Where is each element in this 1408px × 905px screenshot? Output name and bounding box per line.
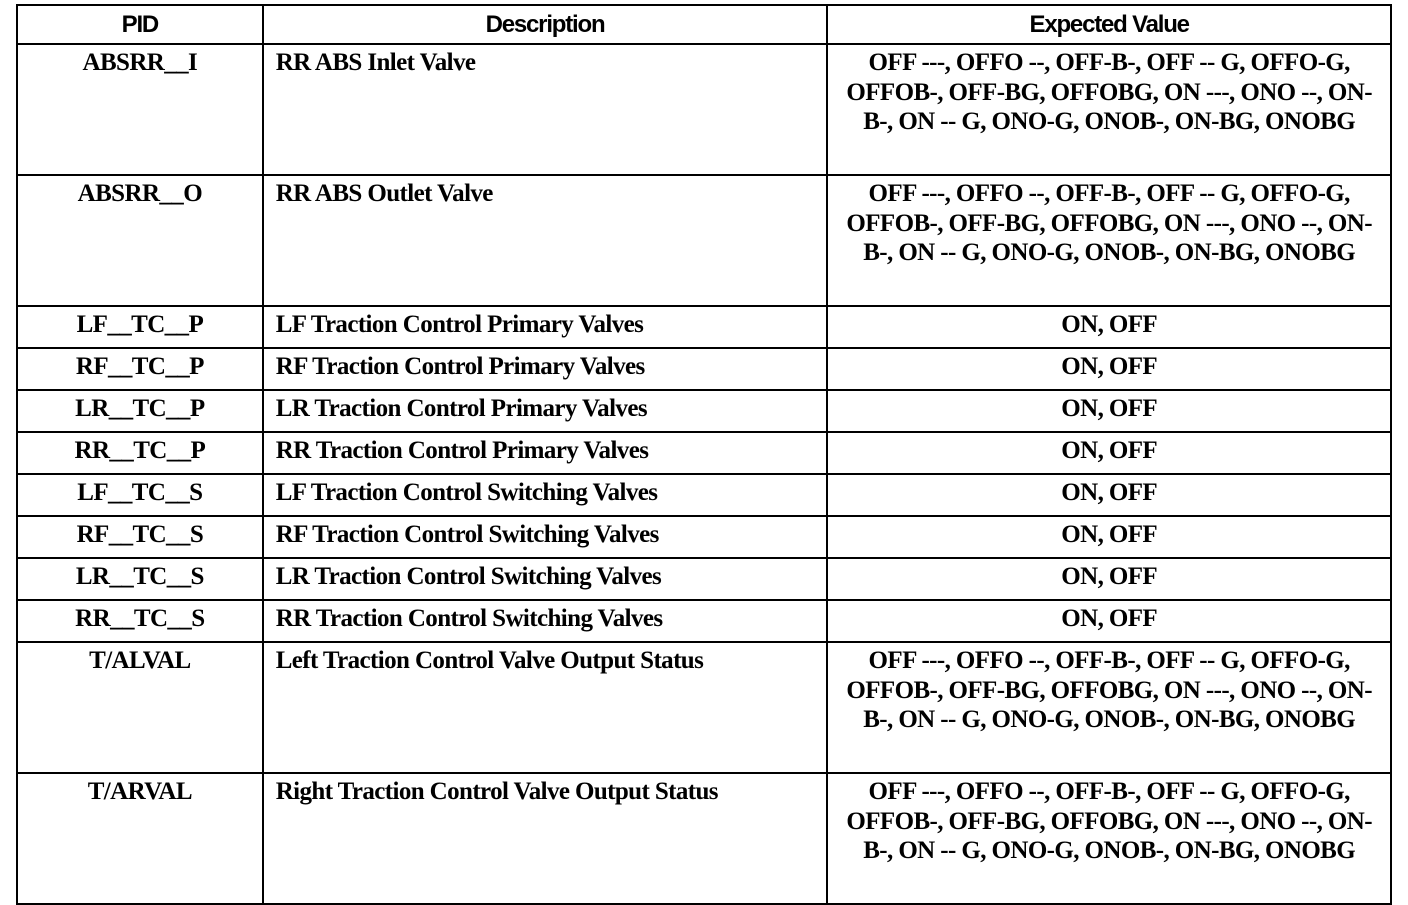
- pid-cell: LF__TC__P: [17, 306, 263, 348]
- description-cell: RR Traction Control Primary Valves: [263, 432, 828, 474]
- table-row: [17, 558, 1391, 600]
- pid-cell: T/ALVAL: [17, 642, 263, 773]
- pid-cell: LR__TC__P: [17, 390, 263, 432]
- description-cell: RF Traction Control Switching Valves: [263, 516, 828, 558]
- pid-cell: RF__TC__S: [17, 516, 263, 558]
- table-row: [17, 600, 1391, 642]
- table-row: [17, 773, 1391, 904]
- pid-cell: ABSRR__O: [17, 175, 263, 306]
- description-cell: RF Traction Control Primary Valves: [263, 348, 828, 390]
- pid-cell: ABSRR__I: [17, 44, 263, 175]
- table-row: [17, 390, 1391, 432]
- expected-value-cell: ON, OFF: [827, 600, 1391, 642]
- expected-value-cell: ON, OFF: [827, 306, 1391, 348]
- pid-cell: RR__TC__P: [17, 432, 263, 474]
- description-cell: Left Traction Control Valve Output Status: [263, 642, 828, 773]
- table-row: [17, 474, 1391, 516]
- description-cell: Right Traction Control Valve Output Status: [263, 773, 828, 904]
- pid-cell: LR__TC__S: [17, 558, 263, 600]
- description-cell: LF Traction Control Switching Valves: [263, 474, 828, 516]
- header-pid: PID: [17, 5, 263, 44]
- description-cell: RR Traction Control Switching Valves: [263, 600, 828, 642]
- expected-value-cell: ON, OFF: [827, 348, 1391, 390]
- expected-value-cell: OFF ---, OFFO --, OFF-B-, OFF -- G, OFFO-G, OFFOB-, OFF-BG, OFFOBG, ON ---, ONO --, ON-B-, ON -- G, ONO-G, ONOB-, ON-BG, ONOBG: [827, 44, 1391, 175]
- expected-value-cell: ON, OFF: [827, 558, 1391, 600]
- table-row: [17, 516, 1391, 558]
- expected-value-cell: OFF ---, OFFO --, OFF-B-, OFF -- G, OFFO-G, OFFOB-, OFF-BG, OFFOBG, ON ---, ONO --, ON-B-, ON -- G, ONO-G, ONOB-, ON-BG, ONOBG: [827, 642, 1391, 773]
- expected-value-cell: OFF ---, OFFO --, OFF-B-, OFF -- G, OFFO-G, OFFOB-, OFF-BG, OFFOBG, ON ---, ONO --, ON-B-, ON -- G, ONO-G, ONOB-, ON-BG, ONOBG: [827, 175, 1391, 306]
- pid-table: [16, 4, 1392, 905]
- table-row: [17, 175, 1391, 306]
- expected-value-cell: ON, OFF: [827, 432, 1391, 474]
- expected-value-cell: ON, OFF: [827, 474, 1391, 516]
- expected-value-cell: ON, OFF: [827, 516, 1391, 558]
- header-description: Description: [263, 5, 828, 44]
- description-cell: LR Traction Control Switching Valves: [263, 558, 828, 600]
- pid-cell: LF__TC__S: [17, 474, 263, 516]
- table-row: [17, 44, 1391, 175]
- expected-value-cell: ON, OFF: [827, 390, 1391, 432]
- description-cell: RR ABS Inlet Valve: [263, 44, 828, 175]
- pid-cell: T/ARVAL: [17, 773, 263, 904]
- description-cell: LF Traction Control Primary Valves: [263, 306, 828, 348]
- pid-cell: RR__TC__S: [17, 600, 263, 642]
- table-row: [17, 306, 1391, 348]
- description-cell: LR Traction Control Primary Valves: [263, 390, 828, 432]
- pid-cell: RF__TC__P: [17, 348, 263, 390]
- header-expected-value: Expected Value: [827, 5, 1391, 44]
- header-row: [17, 5, 1391, 44]
- table-row: [17, 432, 1391, 474]
- description-cell: RR ABS Outlet Valve: [263, 175, 828, 306]
- table-row: [17, 642, 1391, 773]
- expected-value-cell: OFF ---, OFFO --, OFF-B-, OFF -- G, OFFO-G, OFFOB-, OFF-BG, OFFOBG, ON ---, ONO --, ON-B-, ON -- G, ONO-G, ONOB-, ON-BG, ONOBG: [827, 773, 1391, 904]
- table-row: [17, 348, 1391, 390]
